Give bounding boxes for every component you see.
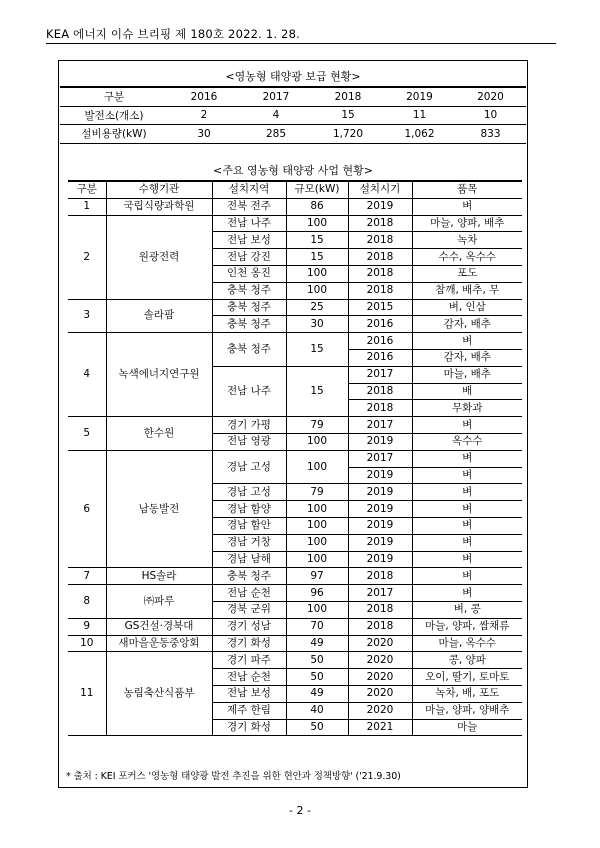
table1-cell: 1,720	[312, 125, 384, 144]
install-year: 2016	[348, 316, 412, 333]
crop-item: 녹차, 배, 포도	[412, 685, 522, 702]
table1-header-cell: 2017	[240, 87, 312, 106]
crop-item: 마늘, 양파, 배추	[412, 215, 522, 232]
project-number: 8	[68, 585, 106, 619]
install-year: 2020	[348, 685, 412, 702]
table1-header-cell: 구분	[60, 87, 168, 106]
install-year: 2020	[348, 635, 412, 652]
capacity-kw: 100	[286, 534, 348, 551]
table1-cell: 10	[455, 106, 526, 125]
page-number: - 2 -	[289, 804, 311, 817]
capacity-kw: 15	[286, 333, 348, 367]
install-year: 2020	[348, 652, 412, 669]
install-year: 2018	[348, 249, 412, 266]
install-year: 2019	[348, 517, 412, 534]
crop-item: 벼	[412, 467, 522, 484]
table2-caption: <주요 영농형 태양광 사업 현황>	[213, 164, 373, 177]
install-region: 전남 순천	[212, 585, 286, 602]
install-region: 전남 순천	[212, 669, 286, 686]
crop-item: 녹차	[412, 232, 522, 249]
capacity-kw: 50	[286, 669, 348, 686]
install-year: 2015	[348, 299, 412, 316]
header-divider	[46, 43, 556, 44]
table1-header-cell: 2018	[312, 87, 384, 106]
table2-header-cell: 규모(kW)	[286, 181, 348, 198]
table1-header-row	[60, 87, 526, 106]
capacity-kw: 97	[286, 568, 348, 585]
table2-header-cell: 설치지역	[212, 181, 286, 198]
crop-item: 포도	[412, 265, 522, 282]
install-year: 2019	[348, 467, 412, 484]
table2-header-cell: 품목	[412, 181, 522, 198]
crop-item: 벼	[412, 450, 522, 467]
install-region: 경남 고성	[212, 484, 286, 501]
organization-name: 녹색에너지연구원	[106, 333, 212, 417]
organization-name: 원광전력	[106, 215, 212, 299]
install-year: 2018	[348, 265, 412, 282]
capacity-kw: 86	[286, 198, 348, 215]
project-number: 4	[68, 333, 106, 417]
install-year: 2018	[348, 618, 412, 635]
install-year: 2017	[348, 450, 412, 467]
document-header: KEA 에너지 이슈 브리핑 제 180호 2022. 1. 28.	[46, 27, 300, 41]
install-region: 전남 나주	[212, 215, 286, 232]
install-year: 2019	[348, 501, 412, 518]
crop-item: 벼	[412, 333, 522, 350]
install-region: 충북 청주	[212, 333, 286, 367]
crop-item: 참깨, 배추, 무	[412, 282, 522, 299]
crop-item: 벼	[412, 417, 522, 434]
capacity-kw: 100	[286, 265, 348, 282]
table-row	[60, 106, 526, 125]
project-number: 7	[68, 568, 106, 585]
capacity-kw: 79	[286, 484, 348, 501]
table-row	[68, 618, 522, 635]
project-number: 11	[68, 652, 106, 736]
table-row	[68, 198, 522, 215]
capacity-kw: 100	[286, 551, 348, 568]
crop-item: 수수, 옥수수	[412, 249, 522, 266]
table1-caption: <영농형 태양광 보급 현황>	[225, 70, 361, 83]
install-year: 2017	[348, 366, 412, 383]
install-region: 경남 거창	[212, 534, 286, 551]
table-row	[68, 215, 522, 232]
capacity-kw: 100	[286, 282, 348, 299]
organization-name: 농림축산식품부	[106, 652, 212, 736]
crop-item: 벼	[412, 568, 522, 585]
table-row	[68, 585, 522, 602]
capacity-kw: 79	[286, 417, 348, 434]
install-year: 2018	[348, 383, 412, 400]
table1-cell: 2	[168, 106, 240, 125]
crop-item: 벼	[412, 585, 522, 602]
table-row	[68, 450, 522, 467]
crop-item: 벼	[412, 551, 522, 568]
source-note: * 출처 : KEI 포커스 '영농형 태양광 발전 추진을 위한 현안과 정책방향' ('21.9.30)	[66, 771, 401, 782]
crop-item: 옥수수	[412, 433, 522, 450]
table2-header-row	[68, 181, 522, 198]
capacity-kw: 100	[286, 450, 348, 484]
install-region: 전북 전주	[212, 198, 286, 215]
install-region: 인천 옹진	[212, 265, 286, 282]
table1-header-cell: 2020	[455, 87, 526, 106]
crop-item: 벼, 인삼	[412, 299, 522, 316]
table1-cell: 15	[312, 106, 384, 125]
capacity-kw: 100	[286, 433, 348, 450]
install-year: 2019	[348, 198, 412, 215]
install-region: 전남 영광	[212, 433, 286, 450]
install-year: 2016	[348, 349, 412, 366]
capacity-kw: 15	[286, 232, 348, 249]
table2-header-cell: 설치시기	[348, 181, 412, 198]
capacity-kw: 100	[286, 501, 348, 518]
crop-item: 벼, 콩	[412, 601, 522, 618]
capacity-kw: 40	[286, 702, 348, 719]
crop-item: 배	[412, 383, 522, 400]
organization-name: 새마을운동중앙회	[106, 635, 212, 652]
organization-name: ㈜파루	[106, 585, 212, 619]
table1-header-cell: 2016	[168, 87, 240, 106]
crop-item: 마늘, 양파, 쌈채류	[412, 618, 522, 635]
install-year: 2017	[348, 585, 412, 602]
table-row	[68, 568, 522, 585]
crop-item: 벼	[412, 534, 522, 551]
crop-item: 벼	[412, 484, 522, 501]
table-row	[68, 333, 522, 350]
install-year: 2017	[348, 417, 412, 434]
crop-item: 콩, 양파	[412, 652, 522, 669]
capacity-kw: 100	[286, 517, 348, 534]
capacity-kw: 50	[286, 719, 348, 736]
crop-item: 마늘	[412, 719, 522, 736]
capacity-kw: 49	[286, 635, 348, 652]
table1-cell: 11	[384, 106, 455, 125]
install-region: 경기 화성	[212, 635, 286, 652]
project-number: 3	[68, 299, 106, 333]
organization-name: 솔라팜	[106, 299, 212, 333]
organization-name: 한수원	[106, 417, 212, 451]
install-region: 경남 함안	[212, 517, 286, 534]
install-year: 2020	[348, 702, 412, 719]
capacity-kw: 100	[286, 601, 348, 618]
table-row	[68, 299, 522, 316]
capacity-kw: 25	[286, 299, 348, 316]
install-region: 경남 고성	[212, 450, 286, 484]
install-year: 2018	[348, 282, 412, 299]
supply-status-table	[60, 86, 526, 144]
table-row	[68, 652, 522, 669]
install-region: 경기 가평	[212, 417, 286, 434]
project-status-table	[68, 180, 522, 736]
crop-item: 벼	[412, 517, 522, 534]
capacity-kw: 100	[286, 215, 348, 232]
table2-header-cell: 수행기관	[106, 181, 212, 198]
install-year: 2021	[348, 719, 412, 736]
organization-name: GS건설·경북대	[106, 618, 212, 635]
table1-cell: 833	[455, 125, 526, 144]
install-region: 전남 보성	[212, 685, 286, 702]
install-region: 충북 청주	[212, 568, 286, 585]
crop-item: 벼	[412, 501, 522, 518]
install-region: 경기 화성	[212, 719, 286, 736]
install-region: 충북 청주	[212, 282, 286, 299]
project-number: 5	[68, 417, 106, 451]
table2-header-cell: 구분	[68, 181, 106, 198]
capacity-kw: 15	[286, 366, 348, 416]
install-region: 전남 보성	[212, 232, 286, 249]
organization-name: HS솔라	[106, 568, 212, 585]
capacity-kw: 50	[286, 652, 348, 669]
crop-item: 오이, 딸기, 토마토	[412, 669, 522, 686]
install-region: 경남 남해	[212, 551, 286, 568]
table1-cell: 4	[240, 106, 312, 125]
crop-item: 무화과	[412, 400, 522, 417]
install-year: 2019	[348, 534, 412, 551]
crop-item: 마늘, 배추	[412, 366, 522, 383]
install-region: 제주 한림	[212, 702, 286, 719]
crop-item: 마늘, 옥수수	[412, 635, 522, 652]
table1-cell: 285	[240, 125, 312, 144]
organization-name: 국립식량과학원	[106, 198, 212, 215]
capacity-kw: 15	[286, 249, 348, 266]
table-row	[60, 125, 526, 144]
table1-cell: 발전소(개소)	[60, 106, 168, 125]
install-region: 전남 나주	[212, 366, 286, 416]
organization-name: 남동발전	[106, 450, 212, 568]
install-year: 2019	[348, 484, 412, 501]
install-year: 2019	[348, 551, 412, 568]
capacity-kw: 70	[286, 618, 348, 635]
install-year: 2018	[348, 232, 412, 249]
install-year: 2020	[348, 669, 412, 686]
install-year: 2018	[348, 601, 412, 618]
table-row	[68, 635, 522, 652]
install-region: 경기 성남	[212, 618, 286, 635]
table1-cell: 30	[168, 125, 240, 144]
install-region: 전남 강진	[212, 249, 286, 266]
table1-header-cell: 2019	[384, 87, 455, 106]
project-number: 10	[68, 635, 106, 652]
crop-item: 벼	[412, 198, 522, 215]
project-number: 6	[68, 450, 106, 568]
project-number: 1	[68, 198, 106, 215]
crop-item: 감자, 배추	[412, 349, 522, 366]
install-region: 경남 함양	[212, 501, 286, 518]
install-year: 2016	[348, 333, 412, 350]
capacity-kw: 49	[286, 685, 348, 702]
table1-cell: 설비용량(kW)	[60, 125, 168, 144]
table-row	[68, 417, 522, 434]
install-year: 2018	[348, 400, 412, 417]
install-region: 충북 청주	[212, 299, 286, 316]
capacity-kw: 96	[286, 585, 348, 602]
install-region: 충북 청주	[212, 316, 286, 333]
crop-item: 감자, 배추	[412, 316, 522, 333]
install-region: 경북 군위	[212, 601, 286, 618]
install-year: 2018	[348, 215, 412, 232]
crop-item: 마늘, 양파, 양배추	[412, 702, 522, 719]
install-year: 2018	[348, 568, 412, 585]
capacity-kw: 30	[286, 316, 348, 333]
table1-cell: 1,062	[384, 125, 455, 144]
project-number: 2	[68, 215, 106, 299]
install-region: 경기 파주	[212, 652, 286, 669]
install-year: 2019	[348, 433, 412, 450]
project-number: 9	[68, 618, 106, 635]
